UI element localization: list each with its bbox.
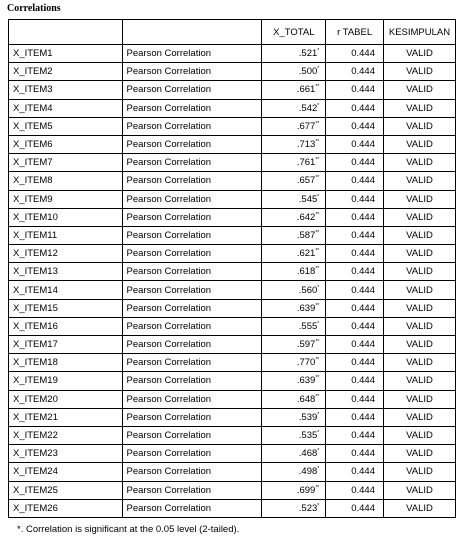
significance-marker: * [317, 448, 320, 455]
r-tabel-cell: 0.444 [326, 99, 384, 117]
correlation-value: .621 [296, 248, 316, 260]
table-row [9, 390, 456, 408]
r-tabel-cell: 0.444 [326, 135, 384, 153]
footnote: *. Correlation is significant at the 0.05 level (2-tailed). [17, 524, 240, 535]
table-row [9, 117, 456, 135]
r-tabel-cell: 0.444 [326, 190, 384, 208]
r-tabel-cell: 0.444 [326, 281, 384, 299]
kesimpulan-cell: VALID [384, 263, 456, 281]
kesimpulan-cell: VALID [384, 117, 456, 135]
r-tabel-cell: 0.444 [326, 463, 384, 481]
r-tabel-cell: 0.444 [326, 263, 384, 281]
statistic-label-cell: Pearson Correlation [122, 354, 262, 372]
r-tabel-cell: 0.444 [326, 481, 384, 499]
correlation-value: .699 [296, 484, 316, 496]
r-tabel-cell: 0.444 [326, 408, 384, 426]
correlation-value-cell [262, 336, 326, 354]
correlation-value: .597 [296, 339, 316, 351]
significance-marker: ** [315, 248, 320, 255]
kesimpulan-cell: VALID [384, 336, 456, 354]
correlation-value-cell [262, 317, 326, 335]
statistic-label-cell: Pearson Correlation [122, 172, 262, 190]
statistic-label-cell: Pearson Correlation [122, 390, 262, 408]
significance-marker: * [317, 430, 320, 437]
statistic-label-cell: Pearson Correlation [122, 208, 262, 226]
header-empty-label [122, 20, 262, 45]
table-row [9, 226, 456, 244]
kesimpulan-cell: VALID [384, 354, 456, 372]
table-row [9, 445, 456, 463]
correlation-value-cell [262, 172, 326, 190]
statistic-label-cell: Pearson Correlation [122, 99, 262, 117]
r-tabel-cell: 0.444 [326, 45, 384, 63]
correlation-value-cell [262, 45, 326, 63]
item-name-cell: X_ITEM13 [9, 263, 123, 281]
significance-marker: ** [315, 175, 320, 182]
significance-marker: * [317, 48, 320, 55]
significance-marker: ** [315, 84, 320, 91]
table-row [9, 408, 456, 426]
table-row [9, 99, 456, 117]
kesimpulan-cell: VALID [384, 299, 456, 317]
correlation-value-cell [262, 117, 326, 135]
correlation-value: .661 [296, 84, 316, 96]
correlation-value: .560 [298, 284, 318, 296]
header-kesimpulan: KESIMPULAN [384, 20, 456, 45]
significance-marker: ** [315, 157, 320, 164]
statistic-label-cell: Pearson Correlation [122, 317, 262, 335]
correlation-value-cell [262, 426, 326, 444]
item-name-cell: X_ITEM1 [9, 45, 123, 63]
item-name-cell: X_ITEM11 [9, 226, 123, 244]
correlation-value-cell [262, 190, 326, 208]
statistic-label-cell: Pearson Correlation [122, 263, 262, 281]
significance-marker: * [317, 102, 320, 109]
statistic-label-cell: Pearson Correlation [122, 281, 262, 299]
correlation-value-cell [262, 281, 326, 299]
table-row [9, 463, 456, 481]
significance-marker: * [317, 66, 320, 73]
r-tabel-cell: 0.444 [326, 426, 384, 444]
statistic-label-cell: Pearson Correlation [122, 499, 262, 517]
correlation-value: .587 [296, 229, 316, 241]
r-tabel-cell: 0.444 [326, 226, 384, 244]
kesimpulan-cell: VALID [384, 45, 456, 63]
correlation-value-cell [262, 63, 326, 81]
significance-marker: ** [315, 484, 320, 491]
r-tabel-cell: 0.444 [326, 390, 384, 408]
correlation-value: .542 [298, 102, 318, 114]
correlation-value-cell [262, 372, 326, 390]
header-empty-item [9, 20, 123, 45]
table-row [9, 299, 456, 317]
r-tabel-cell: 0.444 [326, 499, 384, 517]
correlation-value-cell [262, 463, 326, 481]
kesimpulan-cell: VALID [384, 372, 456, 390]
correlation-value: .523 [298, 502, 318, 514]
significance-marker: ** [315, 375, 320, 382]
correlation-value: .657 [296, 175, 316, 187]
statistic-label-cell: Pearson Correlation [122, 463, 262, 481]
table-header-row [9, 20, 456, 45]
r-tabel-cell: 0.444 [326, 372, 384, 390]
item-name-cell: X_ITEM17 [9, 336, 123, 354]
correlation-value-cell [262, 408, 326, 426]
r-tabel-cell: 0.444 [326, 117, 384, 135]
item-name-cell: X_ITEM14 [9, 281, 123, 299]
item-name-cell: X_ITEM7 [9, 154, 123, 172]
statistic-label-cell: Pearson Correlation [122, 372, 262, 390]
kesimpulan-cell: VALID [384, 190, 456, 208]
significance-marker: ** [315, 357, 320, 364]
statistic-label-cell: Pearson Correlation [122, 135, 262, 153]
statistic-label-cell: Pearson Correlation [122, 117, 262, 135]
kesimpulan-cell: VALID [384, 135, 456, 153]
kesimpulan-cell: VALID [384, 281, 456, 299]
r-tabel-cell: 0.444 [326, 172, 384, 190]
item-name-cell: X_ITEM9 [9, 190, 123, 208]
item-name-cell: X_ITEM22 [9, 426, 123, 444]
table-row [9, 317, 456, 335]
correlation-value-cell [262, 226, 326, 244]
item-name-cell: X_ITEM5 [9, 117, 123, 135]
correlation-value: .498 [298, 466, 318, 478]
table-row [9, 245, 456, 263]
significance-marker: ** [315, 266, 320, 273]
correlation-value: .535 [298, 430, 318, 442]
correlation-value-cell [262, 481, 326, 499]
statistic-label-cell: Pearson Correlation [122, 299, 262, 317]
kesimpulan-cell: VALID [384, 172, 456, 190]
statistic-label-cell: Pearson Correlation [122, 426, 262, 444]
r-tabel-cell: 0.444 [326, 81, 384, 99]
item-name-cell: X_ITEM26 [9, 499, 123, 517]
item-name-cell: X_ITEM15 [9, 299, 123, 317]
kesimpulan-cell: VALID [384, 226, 456, 244]
r-tabel-cell: 0.444 [326, 317, 384, 335]
table-row [9, 190, 456, 208]
correlation-value-cell [262, 390, 326, 408]
correlation-value: .677 [296, 120, 316, 132]
item-name-cell: X_ITEM3 [9, 81, 123, 99]
header-x-total: X_TOTAL [262, 20, 326, 45]
table-row [9, 81, 456, 99]
table-row [9, 481, 456, 499]
table-row [9, 372, 456, 390]
item-name-cell: X_ITEM18 [9, 354, 123, 372]
item-name-cell: X_ITEM19 [9, 372, 123, 390]
item-name-cell: X_ITEM10 [9, 208, 123, 226]
item-name-cell: X_ITEM12 [9, 245, 123, 263]
r-tabel-cell: 0.444 [326, 63, 384, 81]
correlation-value: .539 [298, 411, 318, 423]
correlation-value: .639 [296, 302, 316, 314]
table-row [9, 45, 456, 63]
significance-marker: * [317, 284, 320, 291]
significance-marker: ** [315, 339, 320, 346]
statistic-label-cell: Pearson Correlation [122, 81, 262, 99]
table-title: Correlations [7, 3, 61, 14]
correlation-value-cell [262, 299, 326, 317]
statistic-label-cell: Pearson Correlation [122, 445, 262, 463]
item-name-cell: X_ITEM8 [9, 172, 123, 190]
correlation-value-cell [262, 354, 326, 372]
significance-marker: ** [315, 302, 320, 309]
header-r-tabel: r TABEL [326, 20, 384, 45]
kesimpulan-cell: VALID [384, 390, 456, 408]
significance-marker: * [317, 411, 320, 418]
kesimpulan-cell: VALID [384, 499, 456, 517]
correlations-table [8, 19, 456, 518]
table-row [9, 426, 456, 444]
correlation-value: .642 [296, 211, 316, 223]
kesimpulan-cell: VALID [384, 154, 456, 172]
significance-marker: * [317, 502, 320, 509]
significance-marker: ** [315, 393, 320, 400]
statistic-label-cell: Pearson Correlation [122, 481, 262, 499]
kesimpulan-cell: VALID [384, 426, 456, 444]
table-row [9, 263, 456, 281]
correlation-value-cell [262, 208, 326, 226]
r-tabel-cell: 0.444 [326, 299, 384, 317]
kesimpulan-cell: VALID [384, 463, 456, 481]
correlation-value-cell [262, 445, 326, 463]
significance-marker: * [317, 466, 320, 473]
correlation-value-cell [262, 154, 326, 172]
correlation-value-cell [262, 81, 326, 99]
item-name-cell: X_ITEM6 [9, 135, 123, 153]
significance-marker: ** [315, 139, 320, 146]
correlation-value-cell [262, 135, 326, 153]
table-row [9, 499, 456, 517]
significance-marker: ** [315, 120, 320, 127]
r-tabel-cell: 0.444 [326, 245, 384, 263]
correlation-value: .618 [296, 266, 316, 278]
r-tabel-cell: 0.444 [326, 336, 384, 354]
table-row [9, 63, 456, 81]
table-row [9, 336, 456, 354]
kesimpulan-cell: VALID [384, 208, 456, 226]
correlation-value: .521 [298, 48, 318, 60]
item-name-cell: X_ITEM20 [9, 390, 123, 408]
significance-marker: * [317, 320, 320, 327]
r-tabel-cell: 0.444 [326, 154, 384, 172]
correlation-value: .468 [298, 448, 318, 460]
statistic-label-cell: Pearson Correlation [122, 190, 262, 208]
correlation-value: .713 [296, 139, 316, 151]
r-tabel-cell: 0.444 [326, 208, 384, 226]
correlation-value: .770 [296, 357, 316, 369]
correlation-value: .555 [298, 320, 318, 332]
significance-marker: ** [315, 229, 320, 236]
significance-marker: * [317, 193, 320, 200]
statistic-label-cell: Pearson Correlation [122, 245, 262, 263]
correlation-value: .500 [298, 66, 318, 78]
correlation-value: .545 [298, 193, 318, 205]
kesimpulan-cell: VALID [384, 99, 456, 117]
statistic-label-cell: Pearson Correlation [122, 154, 262, 172]
kesimpulan-cell: VALID [384, 317, 456, 335]
kesimpulan-cell: VALID [384, 408, 456, 426]
kesimpulan-cell: VALID [384, 445, 456, 463]
statistic-label-cell: Pearson Correlation [122, 63, 262, 81]
item-name-cell: X_ITEM25 [9, 481, 123, 499]
statistic-label-cell: Pearson Correlation [122, 226, 262, 244]
table-row [9, 354, 456, 372]
statistic-label-cell: Pearson Correlation [122, 408, 262, 426]
item-name-cell: X_ITEM24 [9, 463, 123, 481]
correlation-value-cell [262, 263, 326, 281]
table-row [9, 154, 456, 172]
significance-marker: ** [315, 211, 320, 218]
statistic-label-cell: Pearson Correlation [122, 336, 262, 354]
kesimpulan-cell: VALID [384, 245, 456, 263]
table-row [9, 172, 456, 190]
correlation-value: .648 [296, 393, 316, 405]
item-name-cell: X_ITEM2 [9, 63, 123, 81]
r-tabel-cell: 0.444 [326, 445, 384, 463]
correlation-value-cell [262, 99, 326, 117]
correlation-value: .761 [296, 157, 316, 169]
item-name-cell: X_ITEM4 [9, 99, 123, 117]
table-row [9, 208, 456, 226]
r-tabel-cell: 0.444 [326, 354, 384, 372]
table-row [9, 135, 456, 153]
kesimpulan-cell: VALID [384, 481, 456, 499]
item-name-cell: X_ITEM16 [9, 317, 123, 335]
correlation-value: .639 [296, 375, 316, 387]
statistic-label-cell: Pearson Correlation [122, 45, 262, 63]
kesimpulan-cell: VALID [384, 63, 456, 81]
correlation-value-cell [262, 245, 326, 263]
item-name-cell: X_ITEM21 [9, 408, 123, 426]
kesimpulan-cell: VALID [384, 81, 456, 99]
table-row [9, 281, 456, 299]
item-name-cell: X_ITEM23 [9, 445, 123, 463]
correlation-value-cell [262, 499, 326, 517]
